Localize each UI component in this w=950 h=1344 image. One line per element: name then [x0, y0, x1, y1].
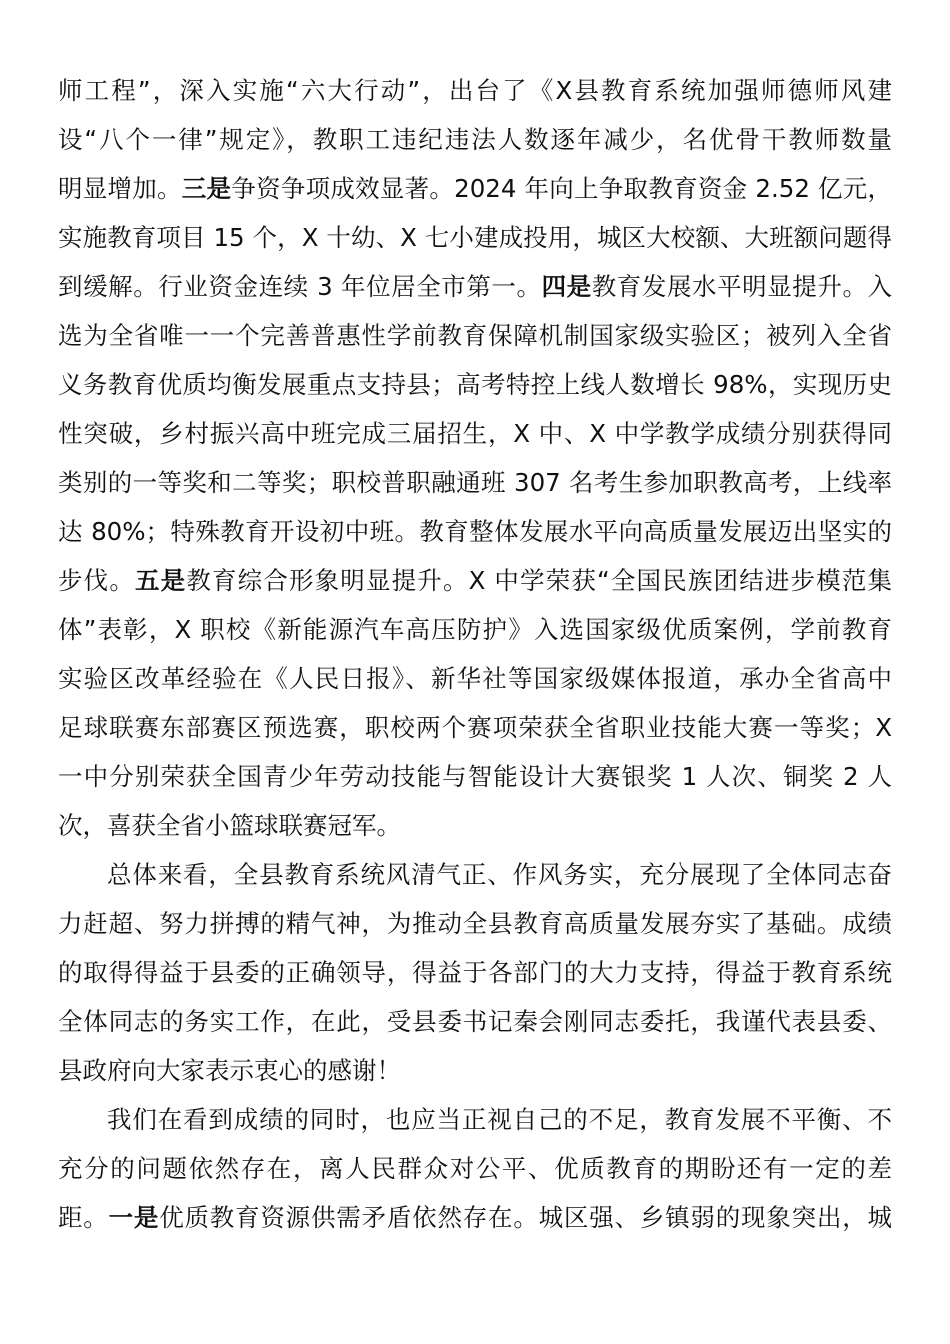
text-line: 次，喜获全省小篮球联赛冠军。 [58, 811, 401, 840]
text-line: 步伐。五是教育综合形象明显提升。X 中学荣获“全国民族团结进步模范集 [58, 566, 893, 595]
text-line: 实验区改革经验在《人民日报》、新华社等国家级媒体报道，承办全省高中 [58, 664, 892, 693]
text-line: 到缓解。行业资金连续 3 年位居全市第一。四是教育发展水平明显提升。入 [58, 272, 893, 301]
document-body [58, 66, 892, 1242]
text-line: 体”表彰，X 职校《新能源汽车高压防护》入选国家级优质案例，学前教育 [58, 615, 892, 644]
text-line: 达 80%；特殊教育开设初中班。教育整体发展水平向高质量发展迈出坚实的 [58, 517, 892, 546]
bold-point-label: 四是 [541, 272, 592, 301]
text-line: 全体同志的务实工作，在此，受县委书记秦会刚同志委托，我谨代表县委、 [58, 1007, 892, 1036]
paragraph-first-line: 我们在看到成绩的同时，也应当正视自己的不足，教育发展不平衡、不 [107, 1105, 892, 1134]
text-line: 距。一是优质教育资源供需矛盾依然存在。城区强、乡镇弱的现象突出，城 [58, 1203, 892, 1232]
text-line: 选为全省唯一一个完善普惠性学前教育保障机制国家级实验区；被列入全省 [58, 321, 892, 350]
text-line: 明显增加。三是争资争项成效显著。2024 年向上争取教育资金 2.52 亿元， [58, 174, 893, 203]
text-line: 县政府向大家表示衷心的感谢！ [58, 1056, 401, 1085]
text-line: 设“八个一律”规定》，教职工违纪违法人数逐年减少，名优骨干教师数量 [58, 125, 892, 154]
text-line: 实施教育项目 15 个，X 十幼、X 七小建成投用，城区大校额、大班额问题得 [58, 223, 892, 252]
text-line: 足球联赛东部赛区预选赛，职校两个赛项荣获全省职业技能大赛一等奖；X [58, 713, 892, 742]
text-line: 一中分别荣获全国青少年劳动技能与智能设计大赛银奖 1 人次、铜奖 2 人 [58, 762, 892, 791]
paragraph-first-line: 总体来看，全县教育系统风清气正、作风务实，充分展现了全体同志奋 [107, 860, 892, 889]
text-line: 的取得得益于县委的正确领导，得益于各部门的大力支持，得益于教育系统 [58, 958, 892, 987]
text-line: 性突破，乡村振兴高中班完成三届招生，X 中、X 中学教学成绩分别获得同 [58, 419, 892, 448]
bold-point-label: 一是 [108, 1203, 160, 1232]
bold-point-label: 三是 [181, 174, 232, 203]
text-line: 充分的问题依然存在，离人民群众对公平、优质教育的期盼还有一定的差 [58, 1154, 892, 1183]
text-line: 师工程”，深入实施“六大行动”，出台了《X县教育系统加强师德师风建 [58, 76, 892, 105]
text-line: 义务教育优质均衡发展重点支持县；高考特控上线人数增长 98%，实现历史 [58, 370, 892, 399]
text-line: 类别的一等奖和二等奖；职校普职融通班 307 名考生参加职教高考，上线率 [58, 468, 892, 497]
bold-point-label: 五是 [135, 566, 187, 595]
text-line: 力赶超、努力拼搏的精气神，为推动全县教育高质量发展夯实了基础。成绩 [58, 909, 892, 938]
